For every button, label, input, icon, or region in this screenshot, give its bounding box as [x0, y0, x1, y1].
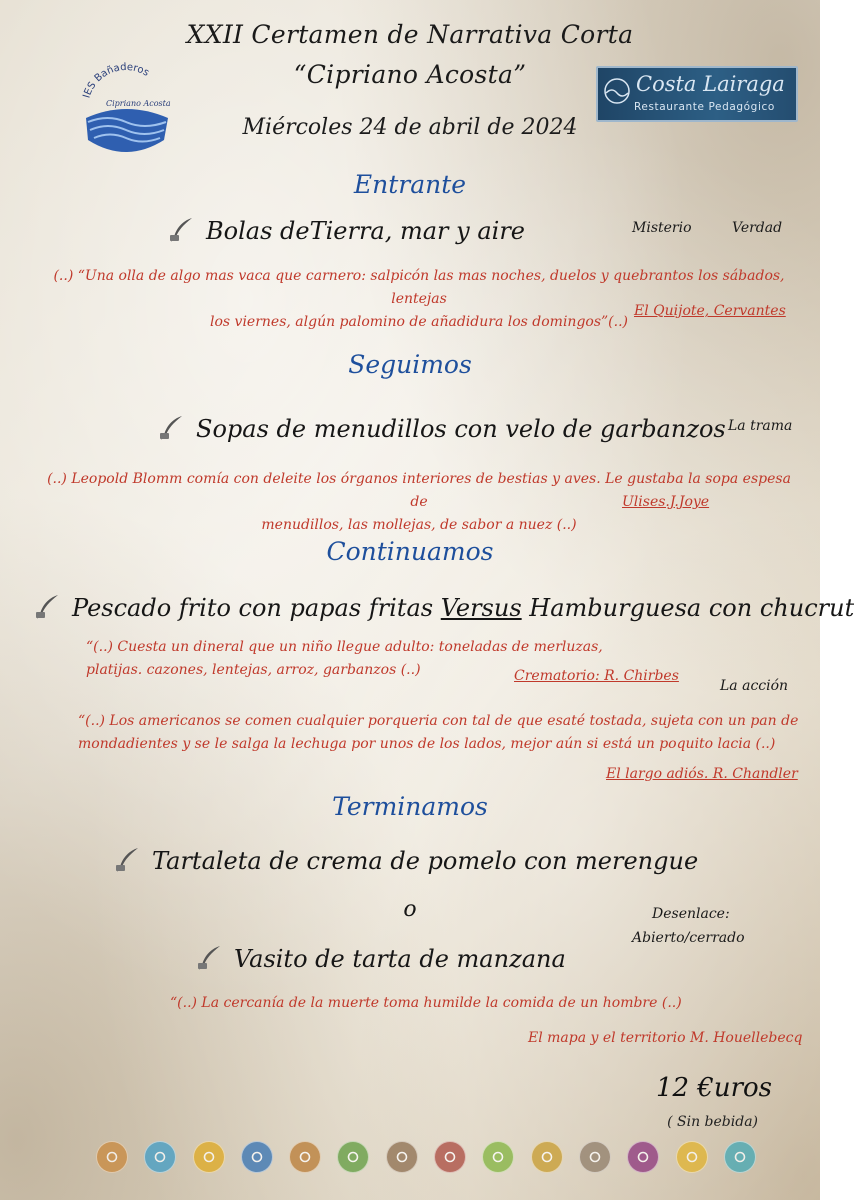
- source-houellebecq: El mapa y el territorio M. Houellebecq: [528, 1030, 803, 1046]
- milk-icon: [386, 1141, 418, 1173]
- quote-houellebecq: “(..) La cercanía de la muerte toma humilde la comida de un hombre (..): [170, 995, 682, 1011]
- sesame-icon: [579, 1141, 611, 1173]
- quill-icon: [196, 943, 224, 971]
- note-abierto-cerrado: Abierto/cerrado: [632, 930, 745, 946]
- dish-or: o: [403, 897, 417, 922]
- egg-icon: [193, 1141, 225, 1173]
- event-subtitle: “Cipriano Acosta”: [293, 60, 527, 89]
- restaurant-logo-name: Costa Lairaga: [636, 72, 785, 96]
- quote-line: (..) Leopold Blomm comía con deleite los órganos interiores de bestias y aves. Le gustaba la sopa espesa de: [47, 471, 791, 510]
- lupin-icon: [676, 1141, 708, 1173]
- school-logo-name: IES Bañaderos: [81, 61, 151, 100]
- quote-line: “(..) Los americanos se comen cualquier porqueria con tal de que esaté tostada, sujeta con un pan de: [78, 713, 799, 729]
- note-misterio: Misterio: [632, 220, 692, 236]
- dish-name: Vasito de tarta de manzana: [234, 945, 566, 973]
- quote-line: (..) “Una olla de algo mas vaca que carnero: salpicón las mas noches, duelos y quebrantos los sábados, lentejas: [53, 268, 785, 307]
- note-desenlace: Desenlace:: [652, 906, 730, 922]
- dish-b: Hamburguesa con chucrut: [529, 594, 854, 622]
- dish-name: Sopas de menudillos con velo de garbanzos: [196, 415, 726, 443]
- peanut-icon: [289, 1141, 321, 1173]
- celery-icon: [482, 1141, 514, 1173]
- soy-icon: [337, 1141, 369, 1173]
- dish-a: Pescado frito con papas fritas: [72, 594, 434, 622]
- section-heading-entrante: Entrante: [353, 170, 467, 199]
- source-chandler: El largo adiós. R. Chandler: [606, 766, 798, 782]
- quill-icon: [158, 413, 186, 441]
- mollusc-icon: [724, 1141, 756, 1173]
- fish-icon: [241, 1141, 273, 1173]
- sulphite-icon: [627, 1141, 659, 1173]
- section-heading-seguimos: Seguimos: [348, 350, 472, 379]
- quote-line: menudillos, las mollejas, de sabor a nuez (..): [261, 517, 577, 533]
- nuts-icon: [434, 1141, 466, 1173]
- dish-vasito: [196, 943, 566, 973]
- school-logo-sub: Cipriano Acosta: [106, 99, 171, 108]
- section-heading-terminamos: Terminamos: [332, 792, 488, 821]
- dish-seguimos: [158, 413, 726, 443]
- note-verdad: Verdad: [732, 220, 783, 236]
- quill-icon: [114, 845, 142, 873]
- price-amount: 12 €uros: [655, 1073, 772, 1103]
- note-la-trama: La trama: [728, 418, 793, 434]
- dish-name: Bolas deTierra, mar y aire: [206, 217, 525, 245]
- quill-icon: [168, 215, 196, 243]
- dish-name: Tartaleta de crema de pomelo con merengue: [152, 847, 699, 875]
- gluten-icon: [96, 1141, 128, 1173]
- dish-continuamos: [34, 592, 854, 622]
- source-ulises: Ulises.J.Joye: [622, 494, 710, 510]
- quote-line: platijas. cazones, lentejas, arroz, garbanzos (..): [86, 662, 421, 678]
- quill-icon: [34, 592, 62, 620]
- event-date: Miércoles 24 de abril de 2024: [242, 115, 578, 140]
- mustard-icon: [531, 1141, 563, 1173]
- quote-line: mondadientes y se le salga la lechuga por unos de los lados, mejor aún si está un poquito lacia (..): [78, 736, 776, 752]
- restaurant-logo-sub: Restaurante Pedagógico: [634, 101, 775, 113]
- crustacean-icon: [144, 1141, 176, 1173]
- quote-quijote: [38, 265, 800, 334]
- source-quijote: El Quijote, Cervantes: [634, 303, 786, 319]
- allergen-icons: [96, 1141, 756, 1181]
- event-title: XXII Certamen de Narrativa Corta: [186, 20, 634, 49]
- dish-tartaleta: [114, 845, 698, 875]
- dish-entrante: [168, 215, 525, 245]
- section-heading-continuamos: Continuamos: [326, 537, 494, 566]
- dish-versus: Versus: [440, 594, 522, 622]
- source-crematorio: Crematorio: R. Chirbes: [514, 668, 679, 684]
- quote-line: los viernes, algún palomino de añadidura los domingos”(..): [210, 314, 628, 330]
- quote-chandler: [78, 710, 798, 756]
- note-la-accion: La acción: [720, 678, 789, 694]
- quote-line: “(..) Cuesta un dineral que un niño llegue adulto: toneladas de merluzas,: [86, 639, 603, 655]
- price-note: ( Sin bebida): [667, 1114, 758, 1130]
